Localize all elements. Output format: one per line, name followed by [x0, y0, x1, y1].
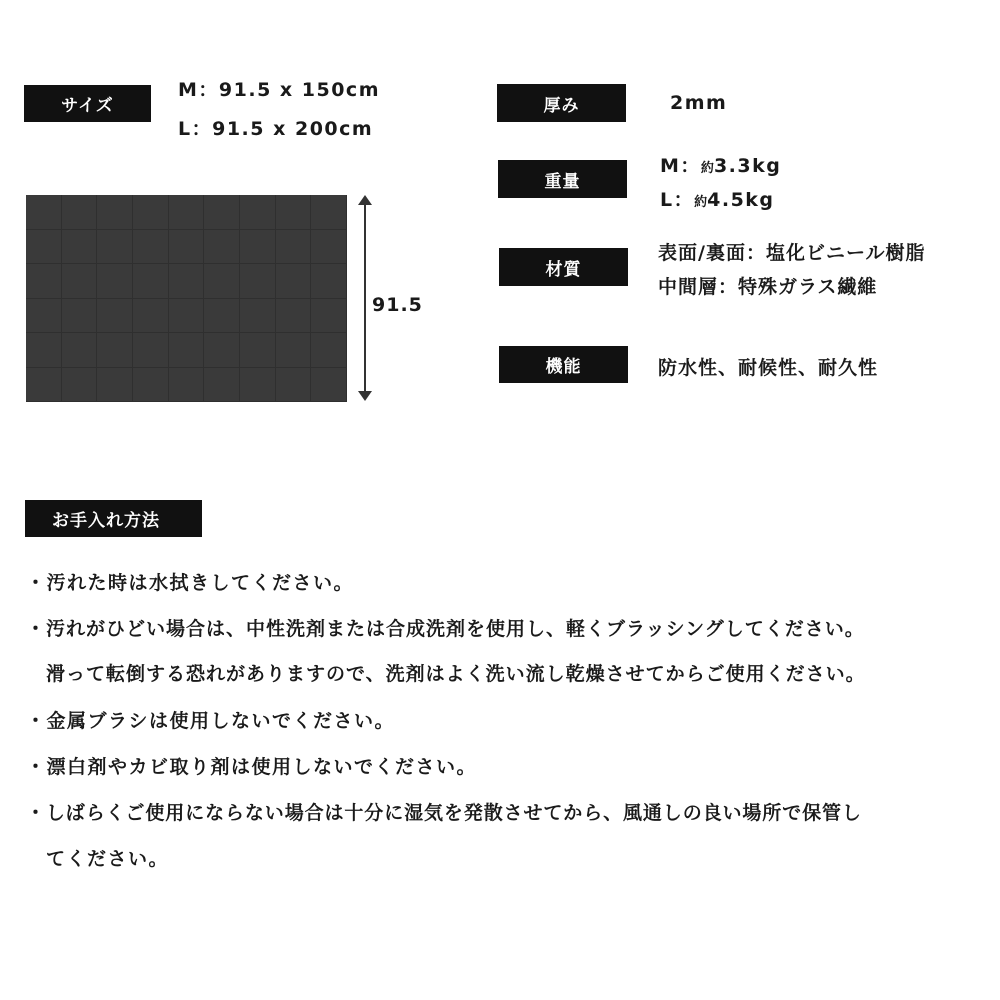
material-line1: 表面/裏面：塩化ビニール樹脂 — [658, 242, 926, 264]
care-item-5: ・しばらくご使用にならない場合は十分に湿気を発散させてから、風通しの良い場所で保管し — [26, 802, 862, 824]
weight-m-value — [660, 151, 781, 178]
care-item-1: ・汚れた時は水拭きしてください。 — [26, 572, 355, 594]
weight-l-value — [660, 185, 775, 212]
material-label: 材質 — [499, 248, 628, 286]
mat-image — [26, 195, 347, 402]
weight-l-number: 4.5kg — [707, 189, 775, 211]
care-item-2: ・汚れがひどい場合は、中性洗剤または合成洗剤を使用し、軽くブラッシングしてください。 — [26, 618, 865, 640]
weight-m-prefix: M： — [660, 155, 701, 177]
function-value: 防水性、耐候性、耐久性 — [658, 357, 879, 379]
material-line2: 中間層：特殊ガラス繊維 — [658, 276, 878, 298]
care-item-4: ・漂白剤やカビ取り剤は使用しないでください。 — [26, 756, 478, 778]
size-label: サイズ — [24, 85, 151, 122]
care-label: お手入れ方法 — [25, 500, 202, 537]
weight-label: 重量 — [498, 160, 627, 198]
size-m-value: M：91.5 x 150cm — [178, 79, 380, 101]
arrow-down-icon — [358, 391, 372, 401]
care-item-5-continued: てください。 — [46, 848, 170, 870]
dimension-line — [364, 203, 366, 394]
dimension-height: 91.5 — [372, 294, 423, 316]
weight-l-prefix: L： — [660, 189, 695, 211]
weight-m-approx: 約 — [700, 161, 714, 176]
weight-m-number: 3.3kg — [713, 155, 782, 177]
weight-l-approx: 約 — [694, 195, 708, 210]
thickness-value: 2mm — [670, 92, 728, 114]
thickness-label: 厚み — [497, 84, 626, 122]
size-l-value: L：91.5 x 200cm — [178, 118, 374, 140]
function-label: 機能 — [499, 346, 628, 383]
care-item-3: ・金属ブラシは使用しないでください。 — [26, 710, 396, 732]
care-item-2-continued: 滑って転倒する恐れがありますので、洗剤はよく洗い流し乾燥させてからご使用ください。 — [46, 663, 866, 685]
